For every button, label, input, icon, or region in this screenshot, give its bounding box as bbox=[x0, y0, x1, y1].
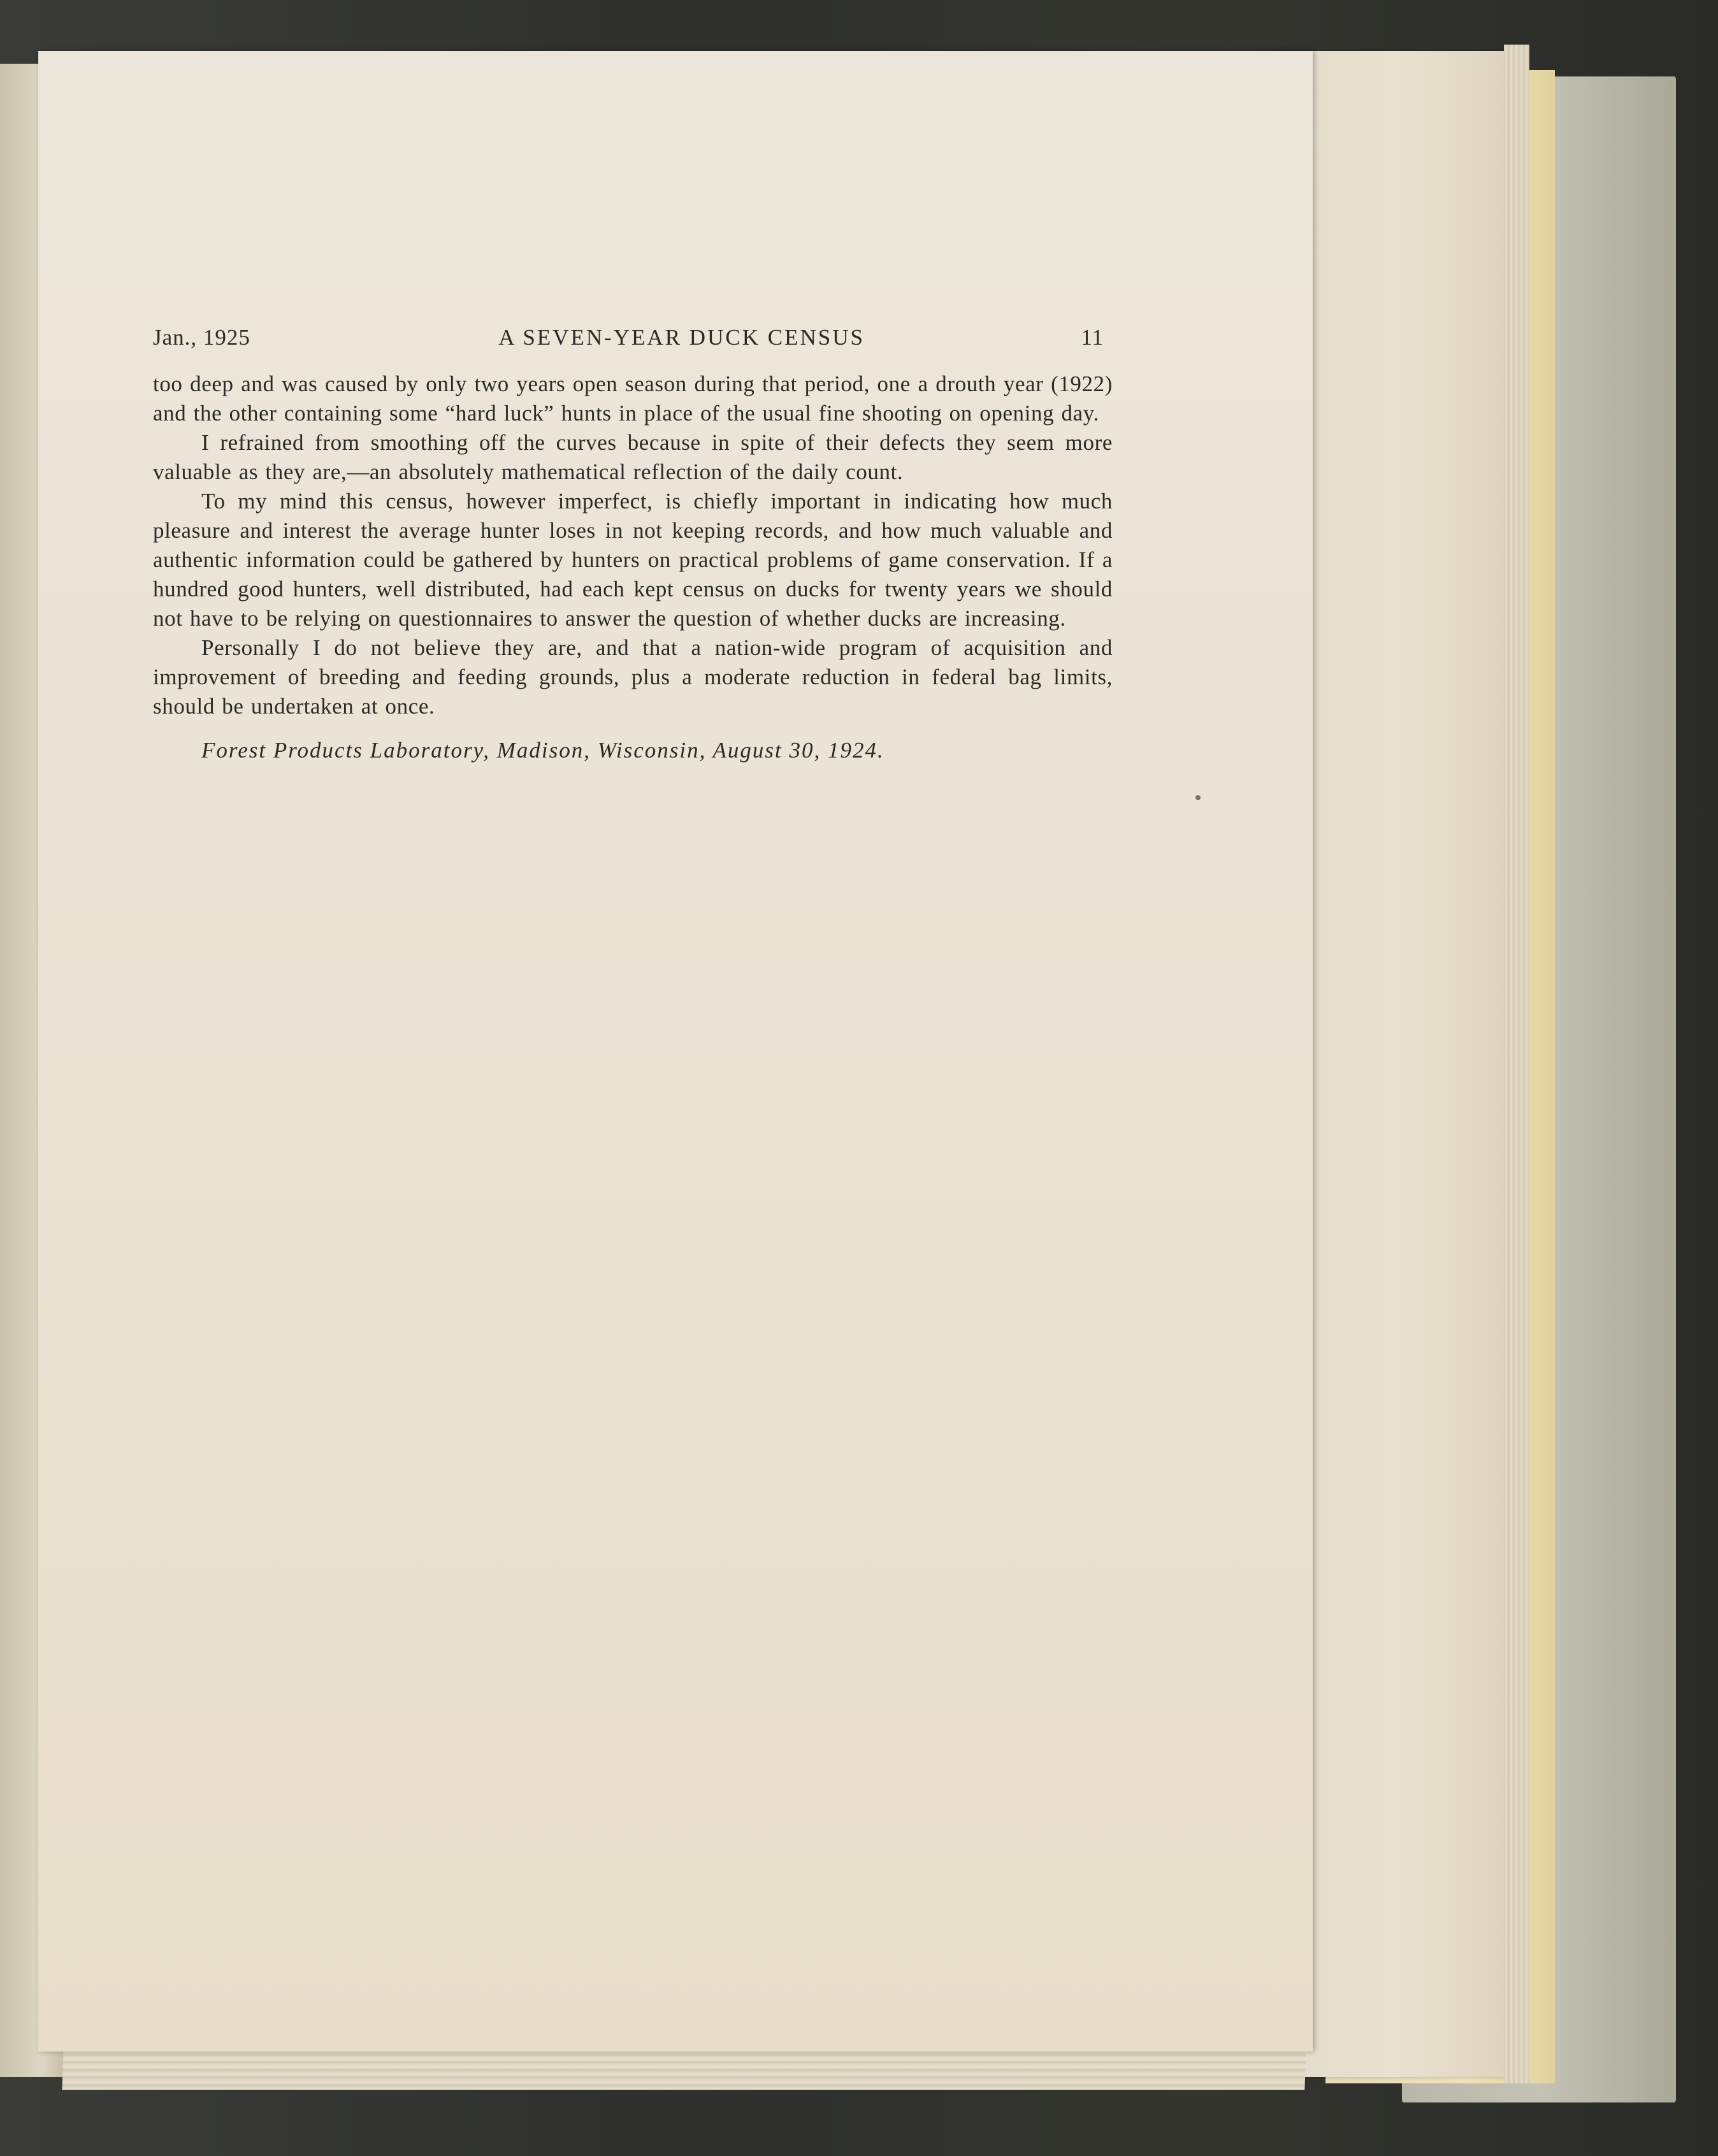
paragraph-3: To my mind this census, however imperfect, is chiefly important in indicating how much pleasure and interest the average hunter loses in not keeping records, and how much valuable and authentic information could be gathered by hunters on practical problems of game conservation. If a hundred good hunters, well distributed, had each kept census on ducks for twenty years we should not have to be relying on questionnaires to answer the question of whether ducks are increasing. bbox=[153, 489, 1113, 631]
running-header bbox=[153, 325, 1113, 350]
paragraph-4: Personally I do not believe they are, and that a nation-wide program of acquisition and improvement of breeding and feeding grounds, plus a moderate reduction in federal bag limits, should be undertaken at once. bbox=[153, 635, 1113, 719]
header-date: Jan., 1925 bbox=[153, 325, 250, 350]
paragraph-1: too deep and was caused by only two years open season during that period, one a drouth year (1922) and the other containing some “hard luck” hunts in place of the usual fine shooting on opening day. bbox=[153, 371, 1113, 426]
header-title: A SEVEN-YEAR DUCK CENSUS bbox=[498, 325, 865, 350]
page-number: 11 bbox=[1081, 325, 1104, 350]
signoff-line: Forest Products Laboratory, Madison, Wisconsin, August 30, 1924. bbox=[201, 738, 884, 763]
page-content bbox=[153, 325, 1113, 763]
book-page bbox=[38, 51, 1313, 2052]
paragraph-2: I refrained from smoothing off the curves because in spite of their defects they seem more valuable as they are,—an absolutely mathematical reflection of the daily count. bbox=[153, 430, 1113, 484]
paper-speck bbox=[1195, 795, 1201, 800]
page-edges bbox=[1504, 45, 1529, 2083]
